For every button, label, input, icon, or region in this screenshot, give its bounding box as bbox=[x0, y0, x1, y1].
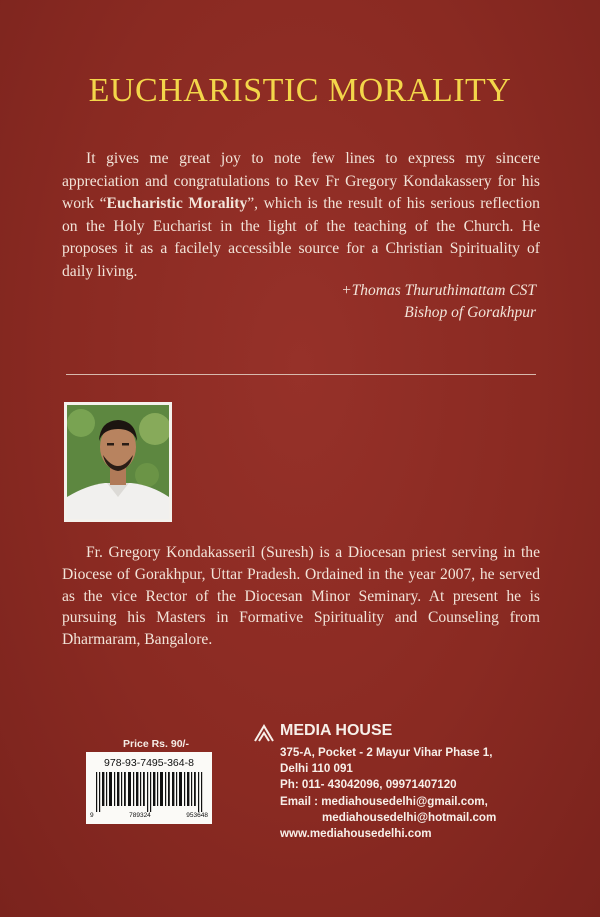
publisher-name: MEDIA HOUSE bbox=[280, 722, 393, 739]
address-line-1: 375-A, Pocket - 2 Mayur Vihar Phase 1, bbox=[280, 746, 493, 759]
price-label: Price Rs. 90/- bbox=[123, 738, 189, 750]
barcode-digits bbox=[90, 812, 208, 819]
author-bio: Fr. Gregory Kondakasseril (Suresh) is a Diocesan priest serving in the Diocese of Gorakhpur, Uttar Pradesh. Ordained in the year 2007, he served as the vice Rector of the Diocesan Minor Seminary. At present he is pursuing his Masters in Formative Spirituality and Counseling from Dharmaram, Bangalore. bbox=[62, 544, 540, 649]
endorsement-role: Bishop of Gorakhpur bbox=[404, 304, 536, 321]
publisher-address bbox=[254, 745, 496, 842]
barcode-bars bbox=[92, 772, 206, 812]
barcode-digits-right: 953648 bbox=[186, 812, 208, 819]
author-photo bbox=[64, 402, 172, 522]
author-portrait-illustration bbox=[67, 405, 169, 519]
media-house-logo-icon bbox=[254, 724, 274, 742]
isbn-barcode bbox=[86, 752, 212, 824]
barcode-digits-left: 789324 bbox=[129, 812, 151, 819]
book-title: EUCHARISTIC MORALITY bbox=[88, 72, 512, 109]
endorsement-author: +Thomas Thuruthimattam CST bbox=[341, 282, 536, 299]
section-divider bbox=[66, 374, 536, 375]
address-line-2: Delhi 110 091 bbox=[280, 762, 353, 776]
publisher-email-2: mediahousedelhi@hotmail.com bbox=[322, 810, 497, 824]
barcode-digit-prefix: 9 bbox=[90, 812, 94, 819]
publisher-email-1: Email : mediahousedelhi@gmail.com, bbox=[280, 794, 488, 808]
endorsement-book-title: Eucharistic Morality bbox=[106, 195, 248, 212]
isbn-number: 978-93-7495-364-8 bbox=[104, 757, 194, 769]
publisher-phone: Ph: 011- 43042096, 09971407120 bbox=[280, 778, 457, 792]
endorsement-text-end: ”, which is the result of his serious reflection on the Holy Eucharist in the light of the teaching of the Church. He proposes it as a facilely accessible source for a Christian Spirituality of daily living. bbox=[62, 195, 540, 280]
endorsement-text bbox=[62, 148, 540, 283]
endorsement-signature bbox=[341, 280, 536, 324]
endorsement-text-start: It gives me great joy to note few lines to express my sincere appreciation and congratulations to Rev Fr Gregory Kondakassery for his work “ bbox=[62, 150, 540, 212]
publisher-website: www.mediahousedelhi.com bbox=[280, 827, 432, 841]
